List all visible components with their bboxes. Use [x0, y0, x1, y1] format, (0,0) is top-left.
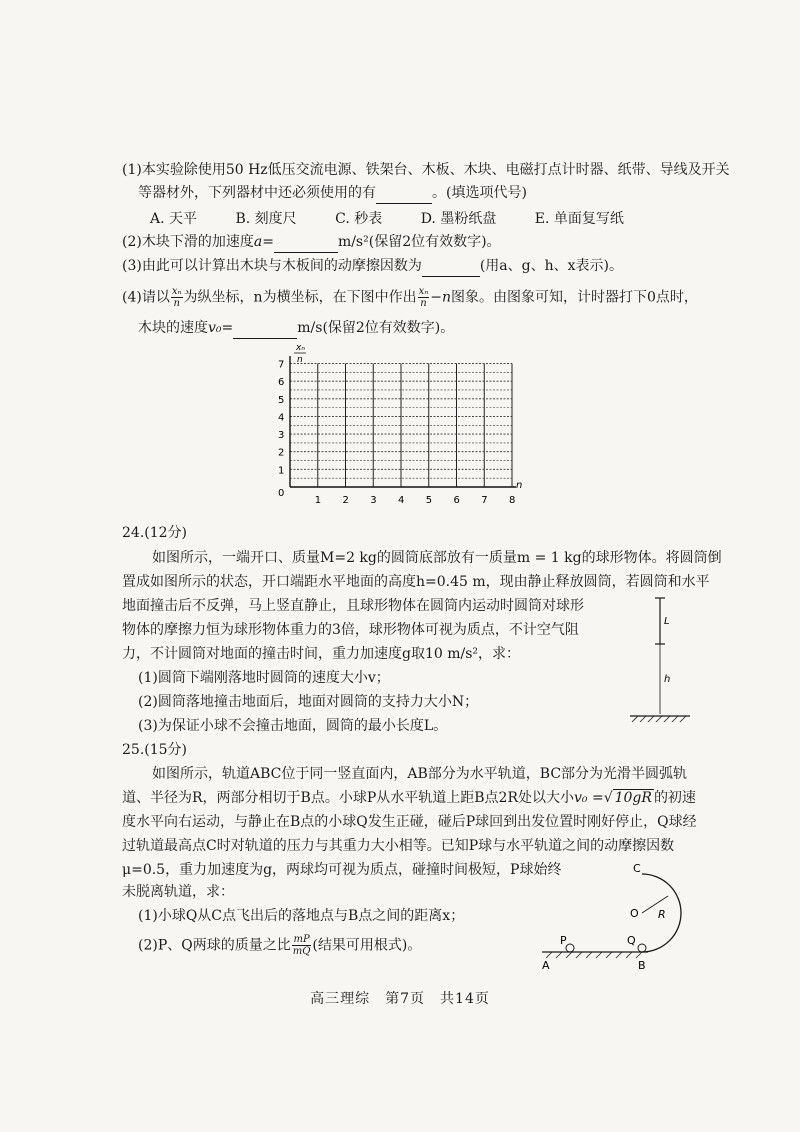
- fraction-denominator: n: [420, 298, 427, 309]
- x-axis-label: n: [516, 480, 523, 491]
- q23-part4b-prefix: 木块的速度: [138, 320, 208, 336]
- q23-part1-suffix: 。(填选项代号): [432, 185, 527, 201]
- q24-line1: 如图所示，一端开口、质量M=2 kg的圆筒底部放有一质量m = 1 kg的球形物体。将圆筒倒: [152, 550, 722, 566]
- q23-part4-mid: 为纵坐标，n为横坐标，在下图中作出: [183, 289, 417, 306]
- q23-part1-blank[interactable]: [376, 183, 432, 204]
- label-O: O: [630, 907, 639, 920]
- q25-heading: 25.(15分): [122, 742, 188, 758]
- xn-over-n-grid-chart: [262, 340, 532, 510]
- y-tick-label: 7: [278, 359, 285, 371]
- q24-line2: 置成如图所示的状态，开口端距水平地面的高度h=0.45 m，现由静止释放圆筒，若圆筒和水平: [122, 574, 710, 590]
- q25-line6: 未脱离轨道，求：: [122, 884, 234, 900]
- q23-part2: (2)木块下滑的加速度a= m/s²(保留2位有效数字)。: [122, 232, 501, 253]
- q24-heading: 24.(12分): [122, 525, 188, 541]
- q25-track-figure: [530, 860, 700, 975]
- q23-part4-suffix: 图象。由图象可知，计时器打下0点时，: [451, 289, 698, 306]
- label-P: P: [560, 934, 567, 947]
- label-h: h: [664, 674, 671, 685]
- label-R: R: [658, 908, 666, 921]
- ball-q: [638, 944, 646, 952]
- chart-axes: [290, 356, 516, 487]
- fraction-xn-over-n: [171, 286, 183, 309]
- q23-part1-prefix: 等器材外，下列器材中还必须使用的有: [138, 185, 376, 201]
- q24-line4: 物体的摩擦力恒为球形物体重力的3倍，球形物体可视为质点，不计空气阻: [122, 622, 579, 638]
- q25-line2-suffix: 的初速: [653, 790, 696, 806]
- label-Q: Q: [627, 934, 636, 947]
- q23-part4b-var: v₀: [208, 320, 222, 336]
- page-footer: 高三理综 第7页 共14页: [310, 991, 490, 1007]
- fraction-denominator: n: [173, 298, 180, 309]
- q25-line5: μ=0.5，重力加速度为g，两球均可视为质点，碰撞时间极短，P球始终: [122, 862, 562, 878]
- q24-cylinder-figure: [616, 592, 696, 732]
- x-tick-label: 1: [314, 495, 322, 506]
- mass-ratio-denominator: mQ: [292, 946, 311, 957]
- q23-part4b-suffix: m/s(保留2位有效数字)。: [297, 320, 455, 336]
- x-tick-label: 2: [342, 495, 349, 506]
- q25-line2-prefix: 道、半径为R，两部分相切于B点。小球P从水平轨道上距B点2R处以大小: [122, 790, 574, 806]
- q23-part3: [122, 256, 623, 277]
- label-A: A: [542, 959, 550, 972]
- y-axis-label-numerator: xₙ: [296, 343, 305, 353]
- q25-line4: 过轨道最高点C时对轨道的压力与其重力大小相等。已知P球与水平轨道之间的动摩擦因数: [122, 838, 675, 854]
- mass-ratio-numerator: mP: [293, 934, 310, 945]
- label-C: C: [633, 862, 641, 875]
- q23-part4b-blank[interactable]: [233, 318, 297, 339]
- x-tick-label: 3: [370, 495, 377, 506]
- q23-part1-line1: (1)本实验除使用50 Hz低压交流电源、铁架台、木板、木块、电磁打点计时器、纸带、导线及开关: [122, 162, 730, 178]
- option-e: E. 单面复写纸: [534, 211, 624, 227]
- q25-sub2-prefix: (2)P、Q两球的质量之比: [138, 937, 291, 954]
- q24-sub2: (2)圆筒落地撞击地面后，地面对圆筒的支持力大小N；: [138, 694, 479, 710]
- y-tick-label: 6: [278, 377, 285, 389]
- origin-label: 0: [278, 488, 285, 499]
- x-tick-label: 5: [425, 495, 433, 506]
- label-L: L: [664, 616, 670, 627]
- ground-hatching: [632, 716, 686, 722]
- q23-part2-blank[interactable]: [274, 232, 338, 253]
- q23-part3-prefix: (3)由此可以计算出木块与木板间的动摩擦因数为: [122, 258, 422, 274]
- q25-sqrt-arg: 10gR: [614, 790, 652, 806]
- sqrt-symbol: √: [603, 790, 613, 806]
- ball-p: [566, 944, 574, 952]
- q23-part4-minus-n: −n: [430, 289, 452, 306]
- fraction-numerator: xₙ: [171, 286, 182, 297]
- option-c: C. 秒表: [335, 211, 383, 227]
- q24-sub1: (1)圆筒下端刚落地时圆筒的速度大小v；: [138, 670, 390, 686]
- q25-sub1: (1)小球Q从C点飞出后的落地点与B点之间的距离x；: [138, 908, 465, 924]
- y-tick-label: 5: [278, 394, 285, 406]
- q23-part3-suffix: (用a、g、h、x表示)。: [479, 258, 623, 274]
- y-tick-label: 4: [278, 412, 285, 424]
- q23-part2-suffix: m/s²(保留2位有效数字)。: [337, 234, 501, 250]
- track-hatching: [546, 952, 642, 958]
- mass-ratio-fraction: [292, 934, 312, 957]
- q25-sub2: [138, 934, 421, 957]
- q24-line5: 力，不计圆筒对地面的撞击时间，重力加速度g取10 m/s²，求：: [122, 646, 521, 662]
- option-b: B. 刻度尺: [235, 211, 297, 227]
- x-tick-label: 4: [398, 495, 405, 506]
- grid-lines: [290, 364, 512, 487]
- q23-part1-line2: [138, 183, 527, 204]
- y-axis-label-denominator: n: [297, 355, 303, 365]
- q23-part2-var: a: [253, 234, 263, 250]
- q23-part4-prefix: (4)请以: [122, 289, 170, 306]
- x-tick-label: 8: [509, 495, 516, 506]
- fraction-numerator: xₙ: [418, 286, 429, 297]
- y-tick-label: 3: [278, 430, 285, 442]
- q23-part4-line1: [122, 286, 698, 309]
- label-B: B: [638, 959, 646, 972]
- option-d: D. 墨粉纸盘: [420, 211, 497, 227]
- q25-v0: v₀ =: [573, 790, 604, 806]
- y-tick-label: 1: [278, 465, 285, 477]
- q23-part3-blank[interactable]: [422, 256, 480, 277]
- y-tick-label: 2: [278, 447, 285, 459]
- x-tick-label: 7: [481, 495, 488, 506]
- x-tick-label: 6: [453, 495, 460, 506]
- q23-part2-prefix: (2)木块下滑的加速度: [122, 234, 254, 250]
- fraction-xn-over-n-2: [418, 286, 430, 309]
- q25-line3: 度水平向右运动，与静止在B点的小球Q发生正碰，碰后P球回到出发位置时刚好停止，Q球经: [122, 814, 697, 830]
- q24-sub3: (3)为保证小球不会撞击地面，圆筒的最小长度L。: [138, 718, 448, 734]
- q25-sub2-suffix: (结果可用根式)。: [312, 937, 422, 954]
- option-a: A. 天平: [150, 211, 198, 227]
- q25-line1: 如图所示，轨道ABC位于同一竖直面内，AB部分为水平轨道，BC部分为光滑半圆弧轨: [152, 766, 688, 782]
- q23-options: [150, 209, 658, 229]
- q23-part4-line2: 木块的速度v₀= m/s(保留2位有效数字)。: [138, 318, 454, 339]
- q24-line3: 地面撞击后不反弹，马上竖直静止，且球形物体在圆筒内运动时圆筒对球形: [122, 598, 584, 614]
- q25-line2: [122, 788, 696, 808]
